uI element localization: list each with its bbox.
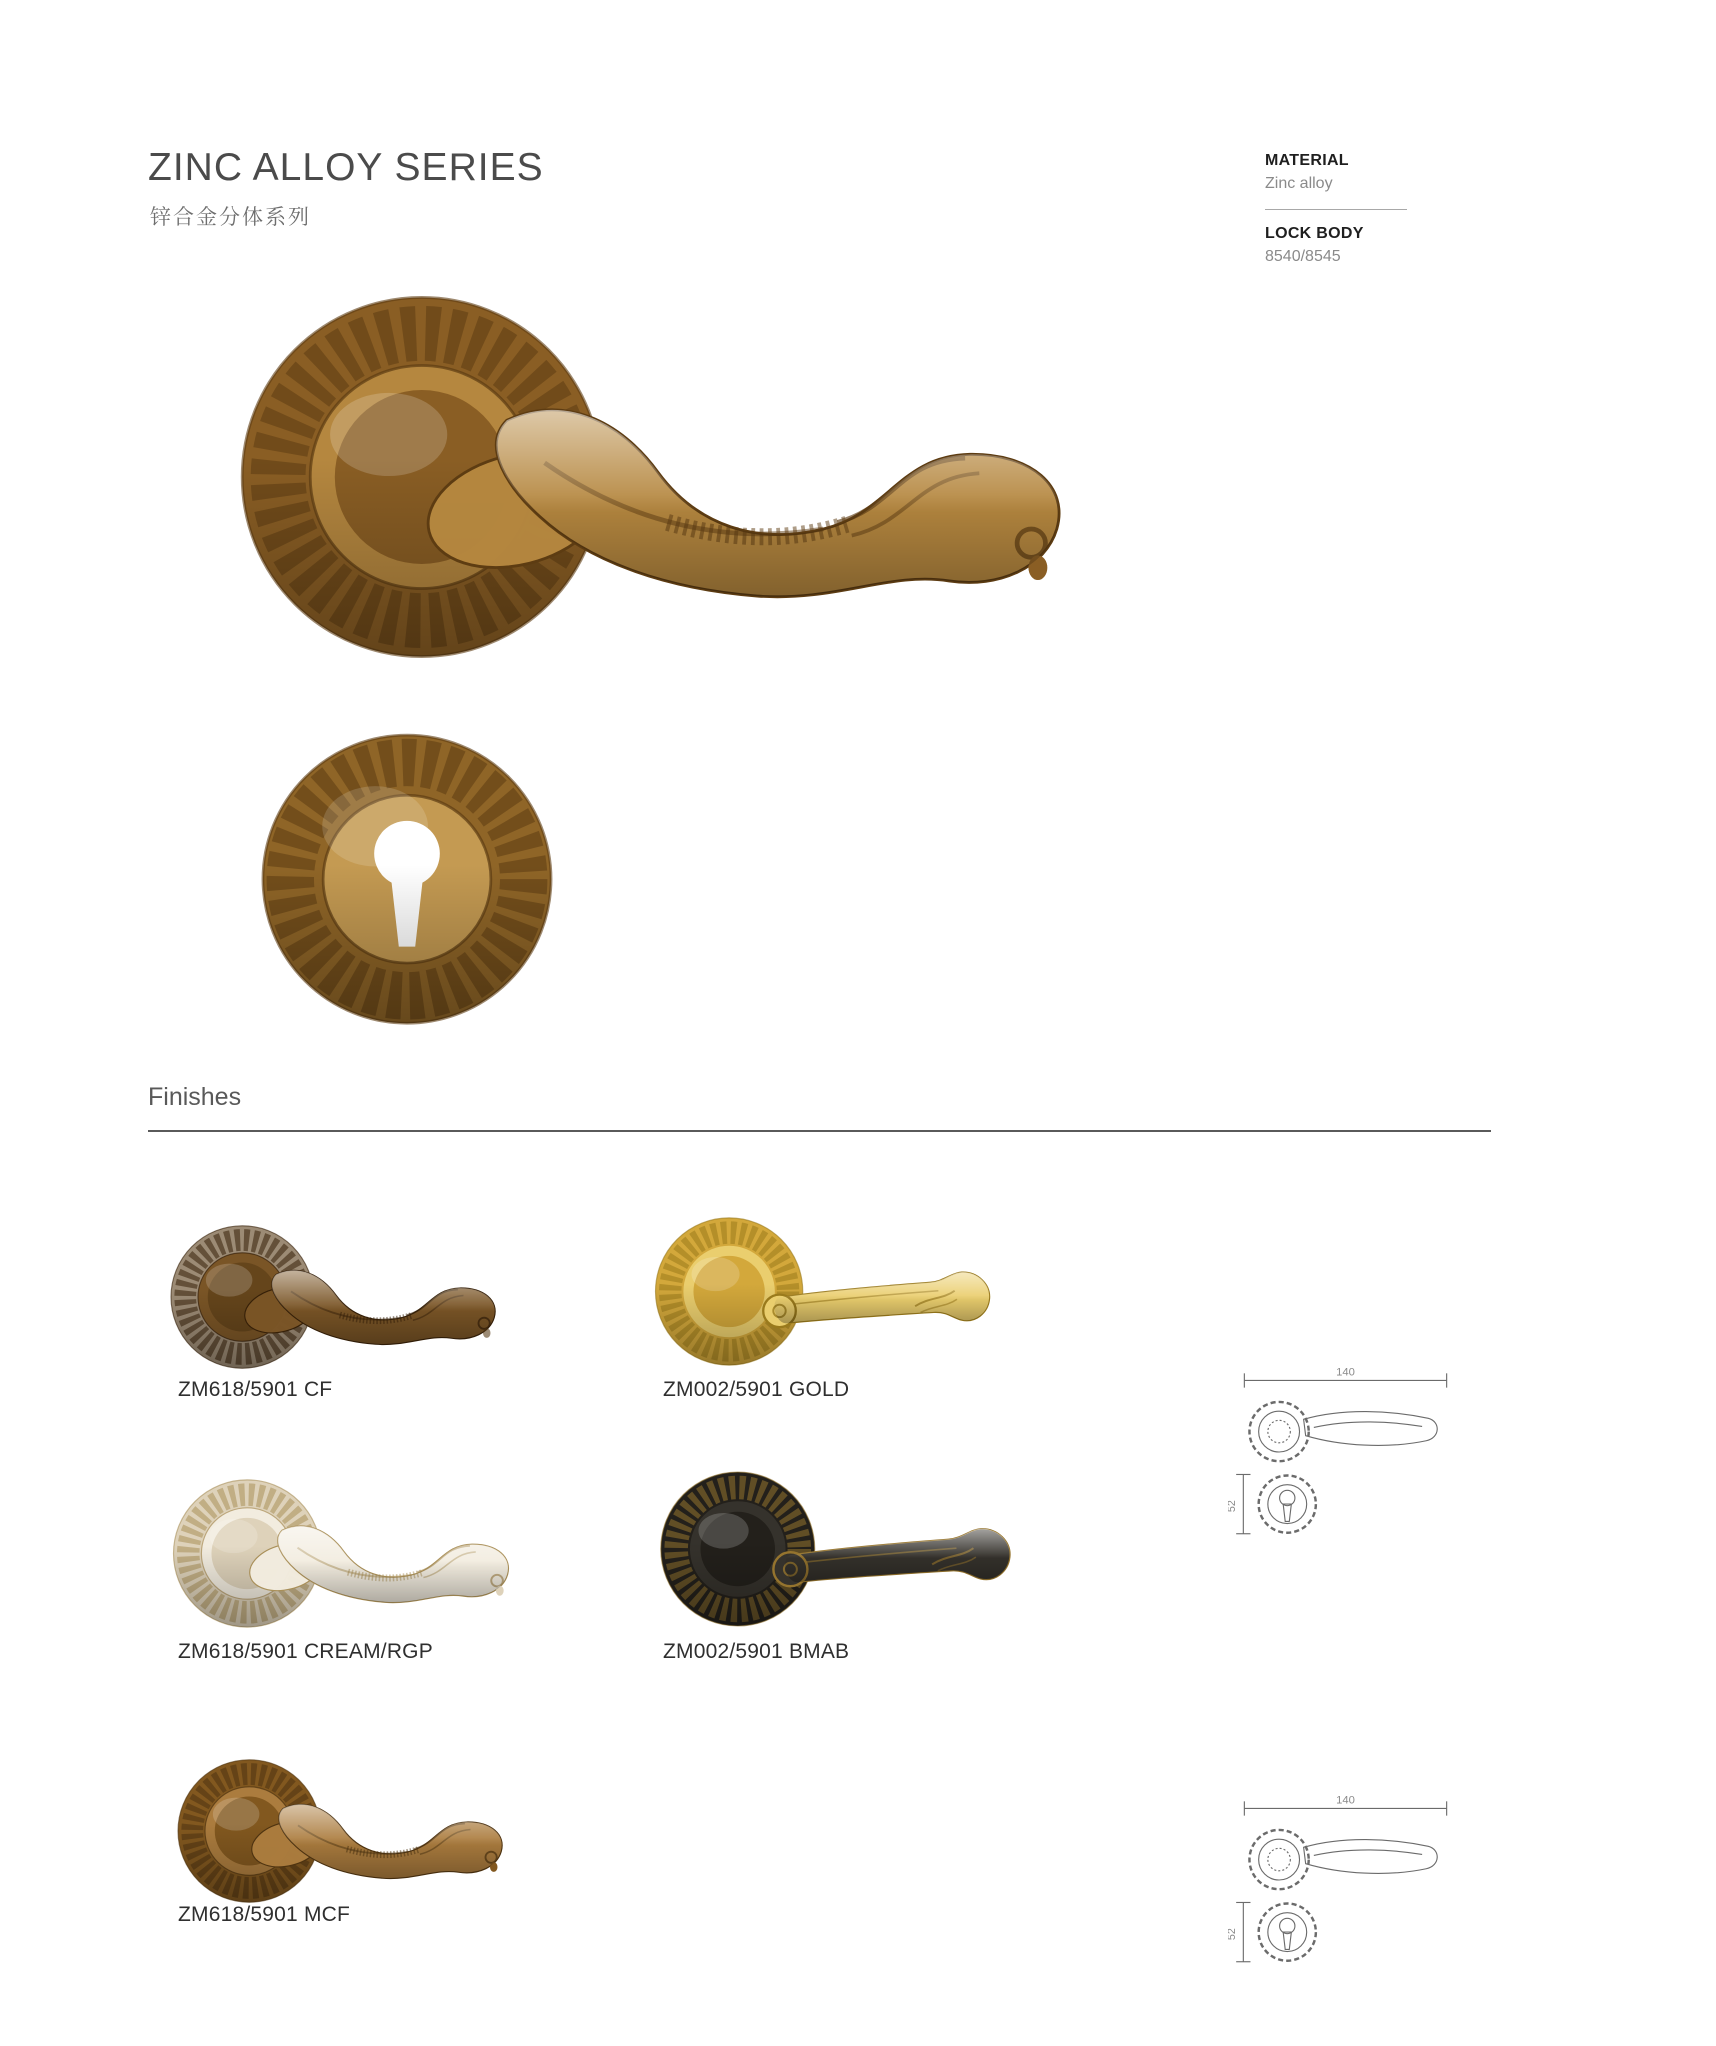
finish-code-bmab: ZM002/5901 BMAB (663, 1640, 850, 1663)
hero-handle-render (228, 288, 1088, 666)
hero-escutcheon-image (252, 716, 562, 1046)
spec-panel (1265, 152, 1425, 266)
dimension-drawing-top-render (1228, 1360, 1463, 1544)
page-subtitle-cn: 锌合金分体系列 (150, 206, 311, 229)
dimension-drawing-bottom-render (1228, 1788, 1463, 1972)
finish-thumb-cream-rgp (148, 1476, 540, 1631)
finish-thumb-cream-rgp-render (148, 1476, 540, 1631)
finish-code-gold: ZM002/5901 GOLD (663, 1378, 850, 1401)
finish-thumb-gold (640, 1214, 1012, 1369)
spec-material-label: MATERIAL (1265, 152, 1349, 169)
finish-thumb-mcf (152, 1756, 534, 1906)
finish-code-mcf: ZM618/5901 MCF (178, 1903, 351, 1926)
finish-thumb-bmab-render (640, 1468, 1038, 1630)
finish-thumb-mcf-render (152, 1756, 534, 1906)
finish-thumb-cf (152, 1222, 520, 1372)
dimension-drawing-bottom (1228, 1788, 1463, 1972)
finish-thumb-cf-render (152, 1222, 520, 1372)
finish-thumb-gold-render (640, 1214, 1012, 1369)
spec-lock-body (1265, 225, 1425, 266)
finishes-divider (148, 1130, 1491, 1132)
spec-lock-body-label: LOCK BODY (1265, 225, 1364, 242)
spec-material (1265, 152, 1425, 193)
spec-lock-body-value: 8540/8545 (1265, 248, 1341, 265)
hero-handle-image (228, 288, 1088, 666)
finishes-heading: Finishes (148, 1083, 242, 1111)
finish-code-cream-rgp: ZM618/5901 CREAM/RGP (178, 1640, 433, 1663)
spec-divider (1265, 209, 1407, 210)
finish-code-cf: ZM618/5901 CF (178, 1378, 333, 1401)
page-title: ZINC ALLOY SERIES (148, 146, 544, 189)
dimension-drawing-top (1228, 1360, 1463, 1544)
finish-thumb-bmab (640, 1468, 1038, 1630)
hero-escutcheon-render (252, 716, 562, 1046)
spec-material-value: Zinc alloy (1265, 175, 1333, 192)
